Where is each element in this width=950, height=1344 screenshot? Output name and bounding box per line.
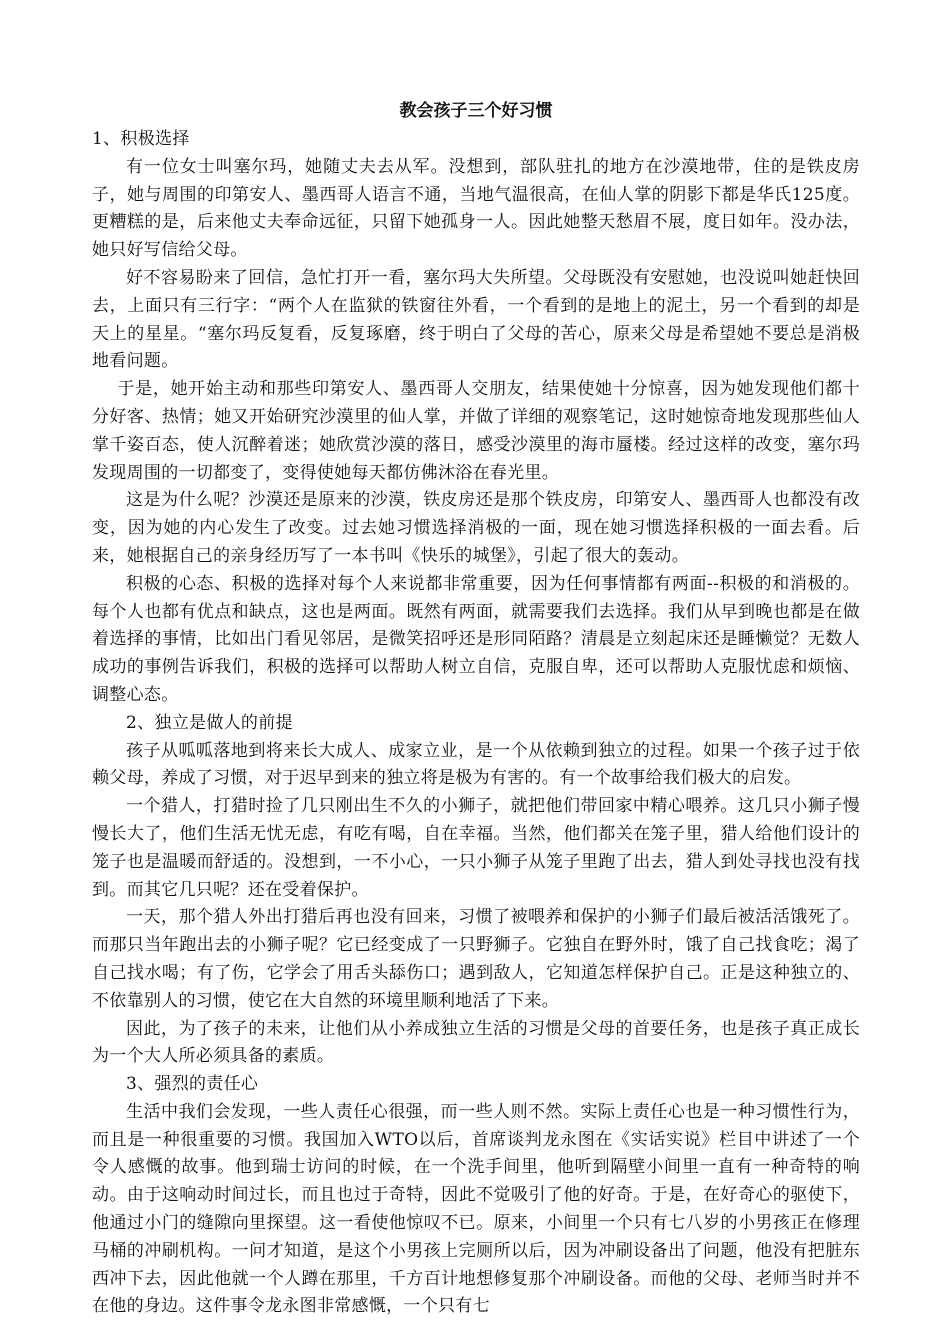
paragraph: 因此，为了孩子的未来，让他们从小养成独立生活的习惯是父母的首要任务，也是孩子真正成长为一个大人所必须具备的素质。	[92, 1018, 860, 1067]
document-title: 教会孩子三个好习惯	[399, 101, 553, 121]
paragraph: 有一位女士叫塞尔玛，她随丈夫去从军。没想到，部队驻扎的地方在沙漠地带，住的是铁皮房子，她与周围的印第安人、墨西哥人语言不通，当地气温很高，在仙人掌的阴影下都是华氏125度。更糟糕的是，后来他丈夫奉命远征，只留下她孤身一人。因此她整天愁眉不展，度日如年。没办法，她只好写信给父母。	[92, 156, 860, 261]
paragraph: 积极的心态、积极的选择对每个人来说都非常重要，因为任何事情都有两面--积极的和消极的。每个人也都有优点和缺点，这也是两面。既然有两面，就需要我们去选择。我们从早到晚也都是在做着选择的事情，比如出门看见邻居，是微笑招呼还是形同陌路？清晨是立刻起床还是睡懒觉？无数人成功的事例告诉我们，积极的选择可以帮助人树立自信，克服自卑，还可以帮助人克服忧虑和烦恼、调整心态。	[92, 573, 860, 705]
paragraph: 生活中我们会发现，一些人责任心很强，而一些人则不然。实际上责任心也是一种习惯性行为，而且是一种很重要的习惯。我国加入WTO以后，首席谈判龙永图在《实话实说》栏目中讲述了一个令人感慨的故事。他到瑞士访问的时候，在一个洗手间里，他听到隔壁小间里一直有一种奇特的响动。由于这响动时间过长，而且也过于奇特，因此不觉吸引了他的好奇。于是，在好奇心的驱使下，他通过小门的缝隙向里探望。这一看使他惊叹不已。原来，小间里一个只有七八岁的小男孩正在修理马桶的冲刷机构。一问才知道，是这个小男孩上完厕所以后，因为冲刷设备出了问题，他没有把脏东西冲下去，因此他就一个人蹲在那里，千方百计地想修复那个冲刷设备。而他的父母、老师当时并不在他的身边。这件事令龙永图非常感慨，一个只有七	[92, 1101, 860, 1317]
paragraph: 一天，那个猎人外出打猎后再也没有回来，习惯了被喂养和保护的小狮子们最后被活活饿死了。而那只当年跑出去的小狮子呢？它已经变成了一只野狮子。它独自在野外时，饿了自己找食吃；渴了自己找水喝；有了伤，它学会了用舌头舔伤口；遇到敌人，它知道怎样保护自己。正是这种独立的、不依靠别人的习惯，使它在大自然的环境里顺利地活了下来。	[92, 907, 860, 1011]
paragraph: 好不容易盼来了回信，急忙打开一看，塞尔玛大失所望。父母既没有安慰她，也没说叫她赶快回去，上面只有三行字：“两个人在监狱的铁窗往外看，一个看到的是地上的泥土，另一个看到的却是天上的星星。“塞尔玛反复看，反复琢磨，终于明白了父母的苦心，原来父母是希望她不要总是消极地看问题。	[92, 267, 860, 372]
document-page	[92, 96, 860, 1321]
paragraph: 于是，她开始主动和那些印第安人、墨西哥人交朋友，结果使她十分惊喜，因为她发现他们都十分好客、热情；她又开始研究沙漠里的仙人掌，并做了详细的观察笔记，这时她惊奇地发现那些仙人掌千姿百态，使人沉醉着迷；她欣赏沙漠的落日，感受沙漠里的海市蜃楼。经过这样的改变，塞尔玛发现周围的一切都变了，变得使她每天都仿佛沐浴在春光里。	[92, 379, 860, 483]
section-heading-2: 2、独立是做人的前提	[126, 712, 293, 733]
section-heading-3: 3、强烈的责任心	[126, 1074, 259, 1095]
paragraph: 一个猎人，打猎时捡了几只刚出生不久的小狮子，就把他们带回家中精心喂养。这几只小狮子慢慢长大了，他们生活无忧无虑，有吃有喝，自在幸福。当然，他们都关在笼子里，猎人给他们设计的笼子也是温暖而舒适的。没想到，一不小心，一只小狮子从笼子里跑了出去，猎人到处寻找也没有找到。而其它几只呢？还在受着保护。	[92, 796, 860, 900]
paragraph: 这是为什么呢？沙漠还是原来的沙漠，铁皮房还是那个铁皮房，印第安人、墨西哥人也都没有改变，因为她的内心发生了改变。过去她习惯选择消极的一面，现在她习惯选择积极的一面去看。后来，她根据自己的亲身经历写了一本书叫《快乐的城堡》，引起了很大的轰动。	[92, 490, 860, 566]
paragraph: 孩子从呱呱落地到将来长大成人、成家立业，是一个从依赖到独立的过程。如果一个孩子过于依赖父母，养成了习惯，对于迟早到来的独立将是极为有害的。有一个故事给我们极大的启发。	[92, 740, 860, 789]
section-heading-1: 1、积极选择	[92, 129, 190, 149]
